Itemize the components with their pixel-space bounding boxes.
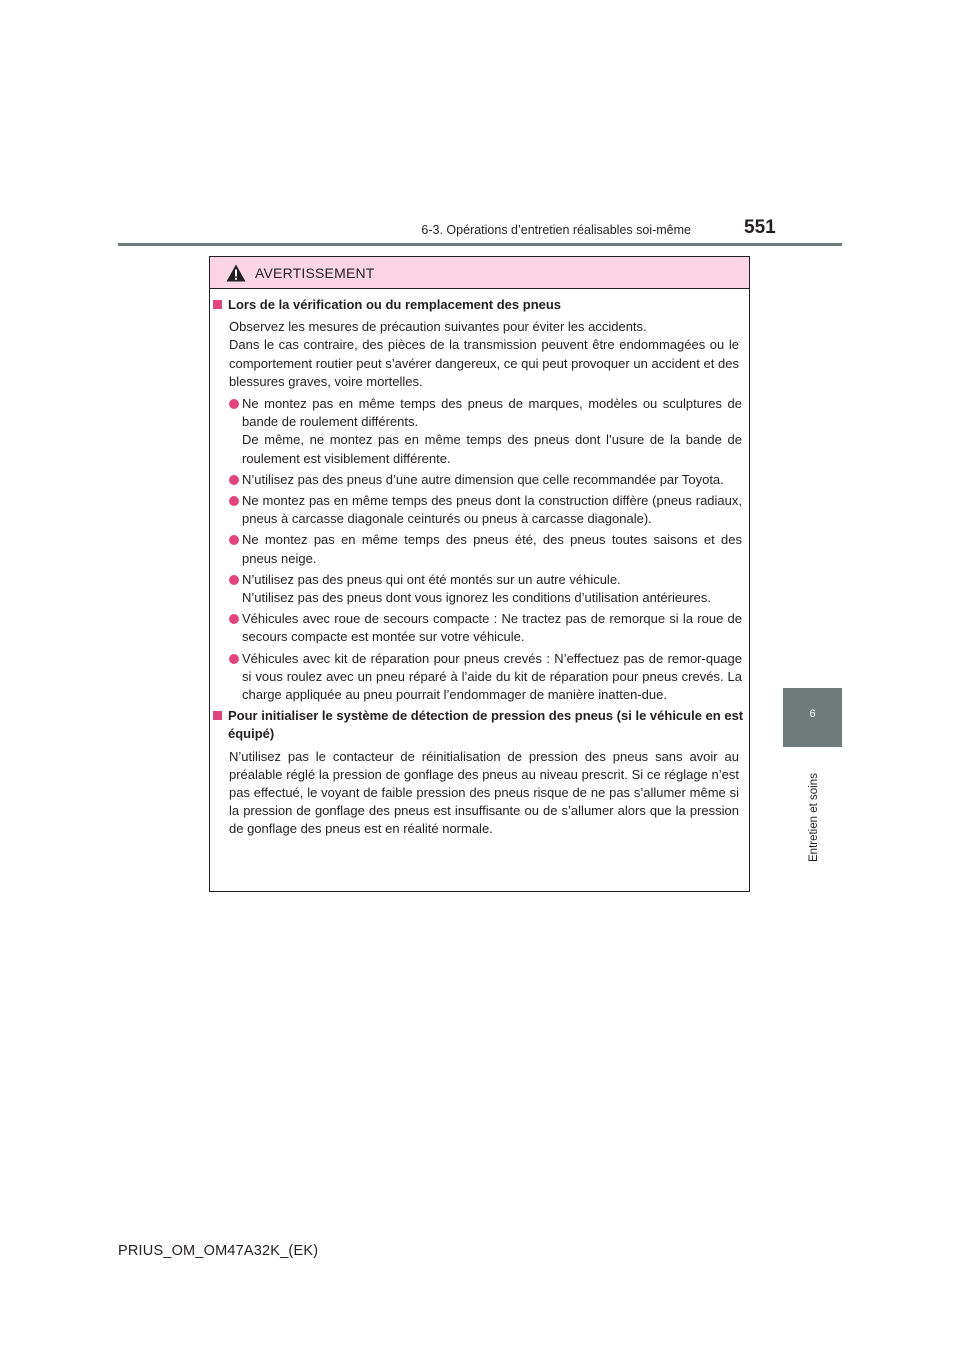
list-item (229, 571, 742, 607)
list-item-text: Ne montez pas en même temps des pneus de marques, modèles ou sculptures de bande de roulement différents. (242, 396, 742, 430)
list-item (229, 650, 742, 705)
section-heading-text: Lors de la vérification ou du remplacement des pneus (228, 297, 562, 312)
intro-line: Dans le cas contraire, des pièces de la transmission peuvent être endommagées ou le comportement routier peut s’avérer dangereux, ce qui peut provoquer un accident et des blessures graves, voire mortelles. (229, 337, 739, 389)
bullet-dot-icon (229, 654, 239, 664)
header-divider (118, 243, 842, 246)
bullet-dot-icon (229, 535, 239, 545)
section-heading-text: Pour initialiser le système de détection de pression des pneus (si le véhicule en est équipé) (228, 708, 744, 742)
square-bullet-icon (213, 711, 222, 720)
list-item-text: N’utilisez pas des pneus d’une autre dimension que celle recommandée par Toyota. (242, 471, 724, 487)
warning-triangle-icon (226, 264, 246, 282)
list-item-text: Ne montez pas en même temps des pneus dont la construction diffère (pneus radiaux, pneus à carcasse diagonale ceinturés ou pneus à carcasse diagonale). (242, 493, 742, 527)
bullet-dot-icon (229, 496, 239, 506)
list-item (229, 395, 742, 468)
section-heading-tires (210, 296, 746, 314)
chapter-tab-label: Entretien et soins (808, 773, 820, 862)
bullet-dot-icon (229, 475, 239, 485)
list-item-text: Véhicules avec kit de réparation pour pneus crevés : N’effectuez pas de remor-quage si vous roulez avec un pneu réparé à l’aide du kit de réparation pour pneus crevés. La charge appliquée au pneu pourrait l’endommager de manière inatten-due. (242, 650, 742, 703)
chapter-tab[interactable] (783, 688, 842, 747)
warning-title: AVERTISSEMENT (255, 264, 375, 281)
list-item (229, 471, 742, 489)
warning-header (210, 257, 749, 289)
header-section-title: 6-3. Opérations d’entretien réalisables soi-même (421, 223, 691, 237)
square-bullet-icon (213, 300, 222, 309)
list-item (229, 531, 742, 567)
bullet-dot-icon (229, 575, 239, 585)
bullet-dot-icon (229, 399, 239, 409)
document-code: PRIUS_OM_OM47A32K_(EK) (118, 1243, 319, 1259)
warning-body (210, 296, 749, 891)
section-heading-tpms (210, 707, 746, 743)
tpms-paragraph: N’utilisez pas le contacteur de réinitialisation de pression des pneus sans avoir au préalable réglé la pression de gonflage des pneus au niveau prescrit. Si ce réglage n’est pas effectué, le voyant de faible pression des pneus risque de ne pas s’allumer même si la pression de gonflage des pneus est insuffisante ou de s’allumer alors que la pression de gonflage des pneus est en réalité normale. (229, 748, 739, 837)
list-item-text: Ne montez pas en même temps des pneus été, des pneus toutes saisons et des pneus neige. (242, 532, 742, 566)
list-item (229, 492, 742, 528)
list-item (229, 610, 742, 646)
page-number: 551 (744, 217, 776, 238)
intro-paragraph (229, 318, 739, 391)
list-item-text: De même, ne montez pas en même temps des pneus dont l’usure de la bande de roulement est visiblement différente. (242, 432, 742, 466)
chapter-tab-number: 6 (809, 708, 816, 720)
list-item-text: N’utilisez pas des pneus qui ont été montés sur un autre véhicule. (242, 571, 621, 587)
intro-line: Observez les mesures de précaution suivantes pour éviter les accidents. (229, 319, 647, 335)
list-item-text: Véhicules avec roue de secours compacte : Ne tractez pas de remorque si la roue de secours compacte est montée sur votre véhicule. (242, 611, 742, 645)
bullet-dot-icon (229, 614, 239, 624)
warning-box (209, 256, 750, 892)
list-item-text: N’utilisez pas des pneus dont vous ignorez les conditions d’utilisation antérieures. (242, 590, 711, 606)
